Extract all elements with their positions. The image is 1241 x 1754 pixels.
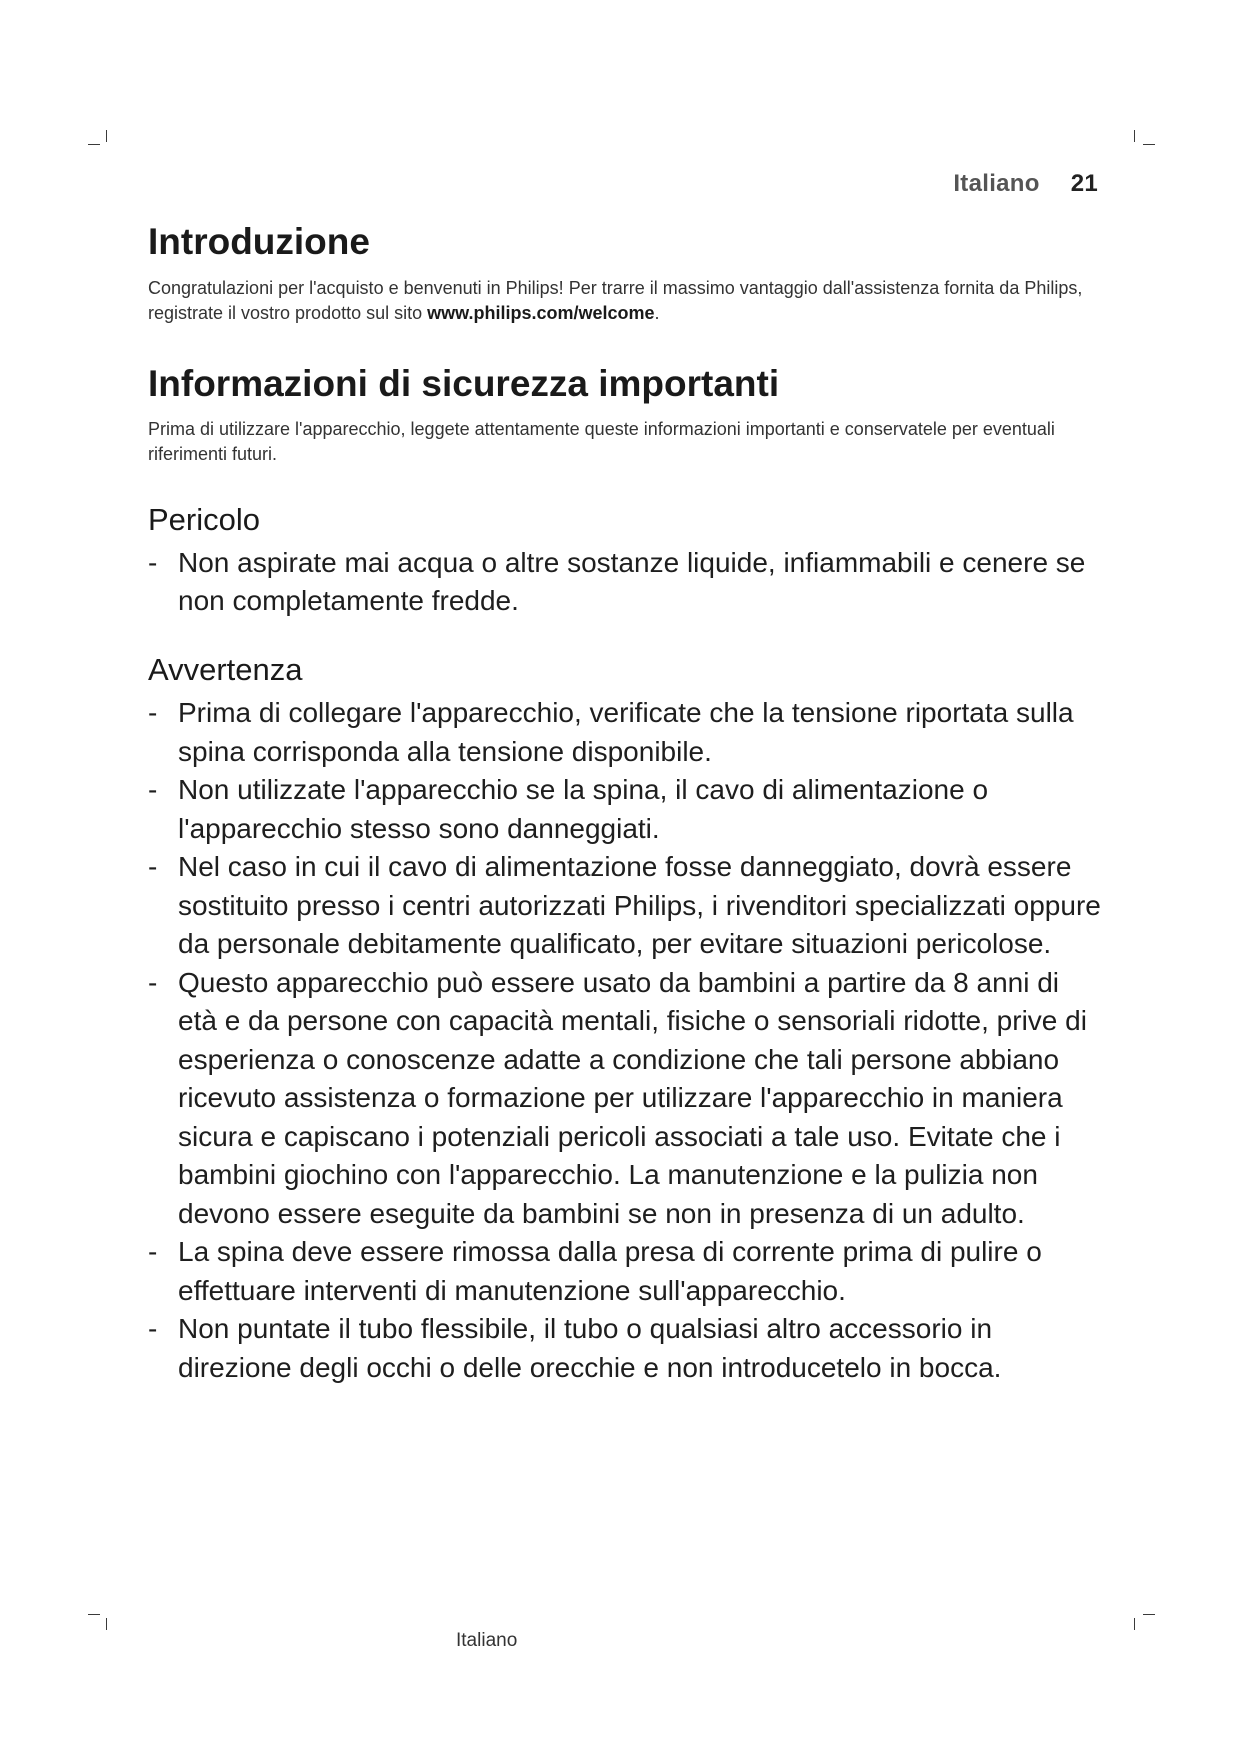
list-item xyxy=(148,1310,1103,1387)
safety-heading: Informazioni di sicurezza importanti xyxy=(148,363,780,405)
crop-mark xyxy=(106,130,107,142)
list-item xyxy=(148,544,1103,621)
introduction-text-end: . xyxy=(654,303,660,324)
crop-mark xyxy=(1134,130,1135,142)
bullet-dash: - xyxy=(148,966,158,998)
list-item-text: Non utilizzate l'apparecchio se la spina, il cavo di alimentazione o l'apparecchio stesso sono danneggiati. xyxy=(178,774,989,844)
crop-mark xyxy=(1143,144,1155,145)
list-item-text: Prima di collegare l'apparecchio, verificate che la tensione riportata sulla spina corrisponda alla tensione disponibile. xyxy=(178,697,1074,767)
bullet-dash: - xyxy=(148,1313,158,1345)
list-item-text: La spina deve essere rimossa dalla presa di corrente prima di pulire o effettuare interventi di manutenzione sull'apparecchio. xyxy=(178,1236,1042,1306)
warning-heading: Avvertenza xyxy=(148,651,303,687)
warning-list xyxy=(148,694,1103,1387)
page-content xyxy=(148,220,1103,1387)
list-item xyxy=(148,694,1103,771)
danger-heading: Pericolo xyxy=(148,501,260,537)
bullet-dash: - xyxy=(148,1236,158,1268)
philips-welcome-link[interactable]: www.philips.com/welcome xyxy=(427,303,655,324)
safety-intro: Prima di utilizzare l'apparecchio, leggete attentamente queste informazioni importanti e conservatele per eventuali riferimenti futuri. xyxy=(148,418,1055,464)
crop-mark xyxy=(88,144,100,145)
bullet-dash: - xyxy=(148,774,158,806)
introduction-text xyxy=(148,276,1103,326)
page-number: 21 xyxy=(1070,170,1098,197)
list-item-text: Nel caso in cui il cavo di alimentazione fosse danneggiato, dovrà essere sostituito presso i centri autorizzati Philips, i rivenditori specializzati oppure da personale debitamente qualificato, per evitare situazioni pericolose. xyxy=(178,851,1101,960)
running-header xyxy=(953,170,1098,198)
list-item xyxy=(148,848,1103,964)
introduction-text-body: Congratulazioni per l'acquisto e benvenuti in Philips! Per trarre il massimo vantaggio dall'assistenza fornita da Philips, registrate il vostro prodotto sul sito xyxy=(148,278,1083,324)
list-item xyxy=(148,1233,1103,1310)
list-item-text: Non aspirate mai acqua o altre sostanze liquide, infiammabili e cenere se non completamente fredde. xyxy=(178,546,1086,617)
crop-mark xyxy=(1143,1614,1155,1615)
bullet-dash: - xyxy=(148,851,158,883)
danger-list xyxy=(148,544,1103,621)
list-item-text: Questo apparecchio può essere usato da bambini a partire da 8 anni di età e da persone con capacità mentali, fisiche o sensoriali ridotte, prive di esperienza o conoscenze adatte a condizione che tali persone abbiano ricevuto assistenza o formazione per utilizzare l'apparecchio in maniera sicura e capiscano i potenziali pericoli associati a tale uso. Evitate che i bambini giochino con l'apparecchio. La manutenzione e la pulizia non devono essere eseguite da bambini se non in presenza di un adulto. xyxy=(178,966,1087,1229)
crop-mark xyxy=(106,1618,107,1630)
header-language: Italiano xyxy=(953,170,1040,197)
crop-mark xyxy=(88,1614,100,1615)
list-item xyxy=(148,964,1103,1234)
list-item xyxy=(148,771,1103,848)
bullet-dash: - xyxy=(148,546,158,578)
crop-mark xyxy=(1134,1618,1135,1630)
introduction-heading: Introduzione xyxy=(148,221,370,262)
footer-language: Italiano xyxy=(456,1630,518,1651)
list-item-text: Non puntate il tubo flessibile, il tubo o qualsiasi altro accessorio in direzione degli occhi o delle orecchie e non introducetelo in bocca. xyxy=(178,1313,1002,1383)
bullet-dash: - xyxy=(148,697,158,729)
